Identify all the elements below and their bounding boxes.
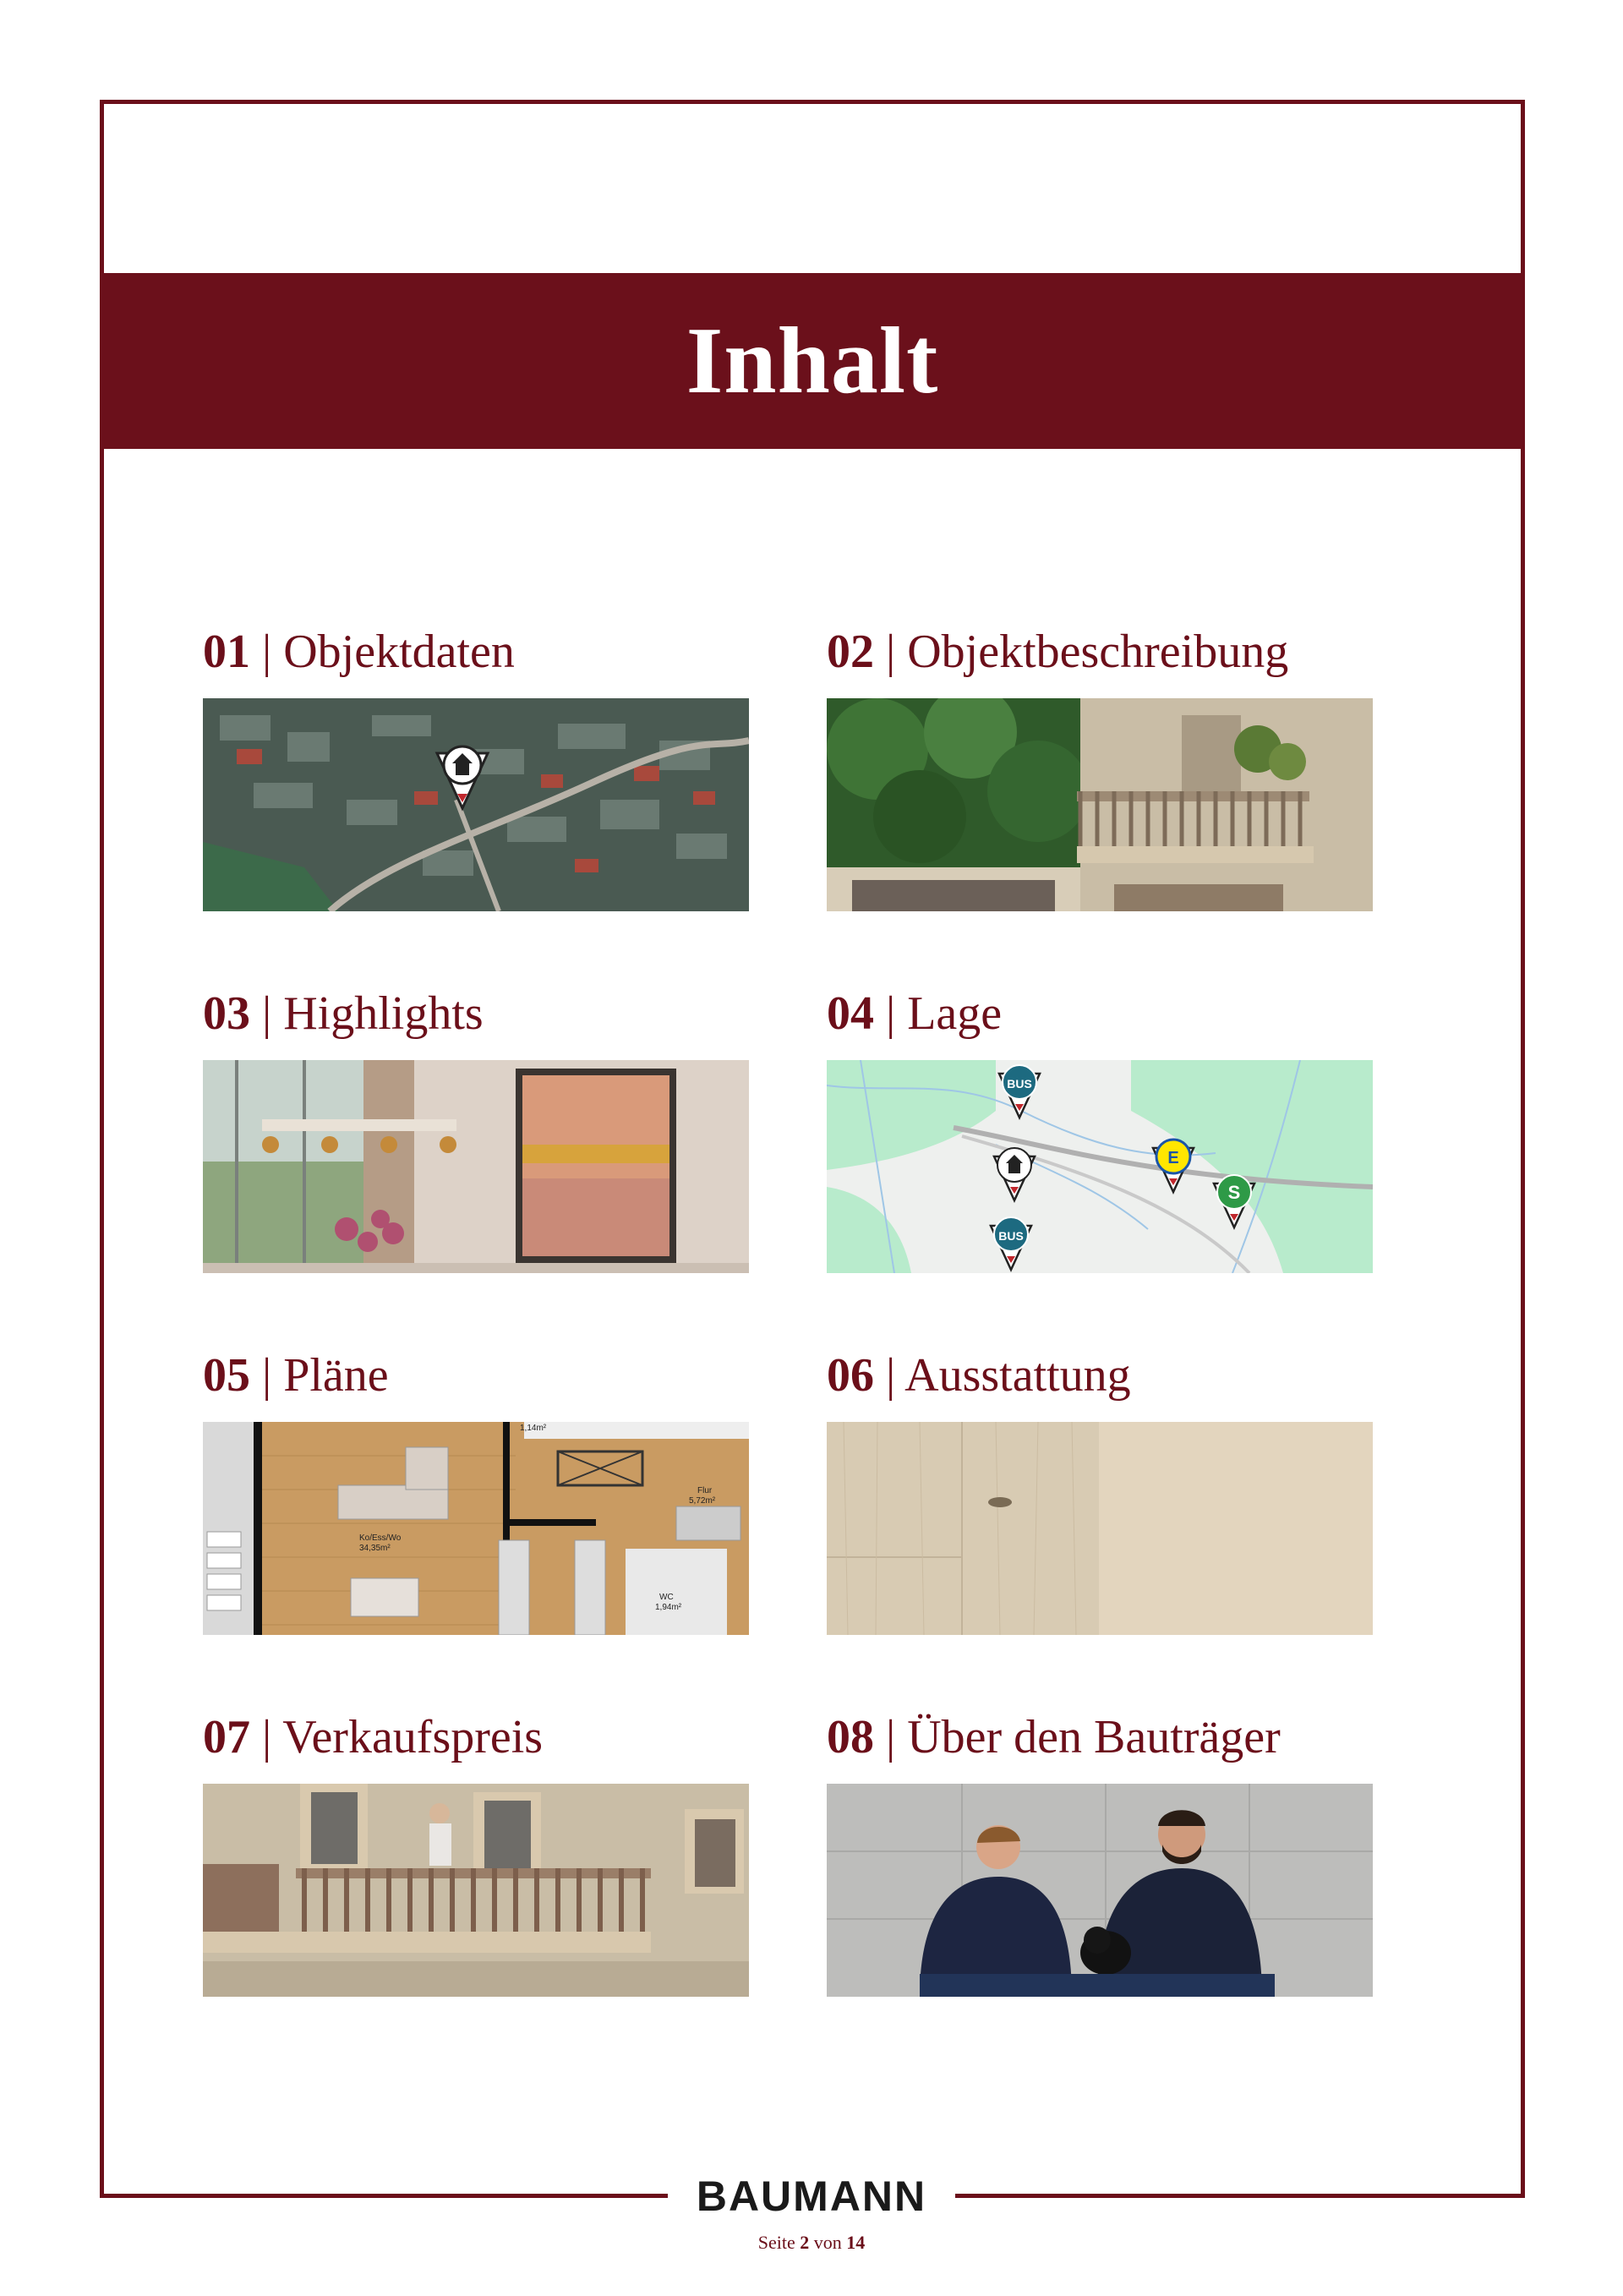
toc-item-highlights[interactable] xyxy=(203,986,749,1041)
toc-label: Lage xyxy=(907,987,1003,1040)
toc-number: 05 xyxy=(203,1349,250,1402)
svg-text:Ko/Ess/Wo: Ko/Ess/Wo xyxy=(359,1533,402,1543)
title-banner xyxy=(100,273,1525,449)
svg-text:BUS: BUS xyxy=(998,1229,1024,1243)
toc-heading: 06 | Ausstattung xyxy=(827,1349,1131,1402)
location-map xyxy=(827,1060,1373,1273)
toc-number: 06 xyxy=(827,1349,874,1402)
svg-text:S: S xyxy=(1227,1182,1241,1203)
toc-number: 02 xyxy=(827,626,874,678)
toc-item-verkaufspreis[interactable] xyxy=(203,1709,749,1765)
toc-item-ausstattung[interactable] xyxy=(827,1348,1373,1403)
toc-item-plaene[interactable] xyxy=(203,1348,749,1612)
facade-render xyxy=(203,1784,749,1997)
toc-heading: 02 | Objektbeschreibung xyxy=(827,626,1289,678)
toc-number: 04 xyxy=(827,987,874,1040)
interior-render xyxy=(203,1060,749,1273)
svg-text:34,35m²: 34,35m² xyxy=(359,1544,391,1553)
floor-plan xyxy=(203,1422,749,1635)
toc-item-lage[interactable] xyxy=(827,986,1373,1243)
toc-heading: 01 | Objektdaten xyxy=(203,626,515,678)
toc-label: Ausstattung xyxy=(904,1349,1131,1402)
footer-logo xyxy=(0,2171,1623,2222)
svg-text:5,72m²: 5,72m² xyxy=(689,1496,716,1506)
page-number: Seite 2 von 14 xyxy=(757,2232,866,2253)
toc-label: Objektdaten xyxy=(283,626,515,678)
current-page: 2 xyxy=(800,2232,810,2253)
toc-heading: 04 | Lage xyxy=(827,987,1003,1040)
toc-number: 08 xyxy=(827,1711,874,1763)
toc-label: Pläne xyxy=(283,1349,389,1402)
toc-number: 01 xyxy=(203,626,250,678)
developers-photo xyxy=(827,1784,1373,1997)
brand-logo: BAUMANN xyxy=(696,2173,927,2220)
aerial-photo xyxy=(203,698,749,911)
svg-text:Flur: Flur xyxy=(697,1486,713,1495)
svg-text:1,94m²: 1,94m² xyxy=(655,1603,682,1612)
svg-text:WC: WC xyxy=(659,1593,674,1602)
material-samples xyxy=(827,1422,1373,1635)
toc-heading: 03 | Highlights xyxy=(203,987,484,1040)
svg-text:BUS: BUS xyxy=(1007,1077,1032,1091)
total-pages: 14 xyxy=(846,2232,866,2253)
svg-text:1,14m²: 1,14m² xyxy=(520,1424,547,1433)
toc-heading: 05 | Pläne xyxy=(203,1349,389,1402)
page-title: Inhalt xyxy=(686,308,939,413)
toc-heading: 07 | Verkaufspreis xyxy=(203,1711,544,1763)
balcony-render xyxy=(827,698,1373,911)
toc-number: 07 xyxy=(203,1711,250,1763)
toc-label: Verkaufspreis xyxy=(282,1711,544,1763)
toc-item-bautraeger[interactable] xyxy=(827,1709,1373,1765)
toc-item-objektbeschreibung[interactable] xyxy=(827,624,1373,680)
toc-label: Über den Bauträger xyxy=(907,1711,1281,1763)
toc-heading: 08 | Über den Bauträger xyxy=(827,1711,1281,1763)
toc-number: 03 xyxy=(203,987,250,1040)
svg-text:E: E xyxy=(1167,1149,1179,1167)
toc-label: Highlights xyxy=(283,987,484,1040)
toc-label: Objektbeschreibung xyxy=(907,626,1289,678)
toc-item-objektdaten[interactable] xyxy=(203,624,749,680)
